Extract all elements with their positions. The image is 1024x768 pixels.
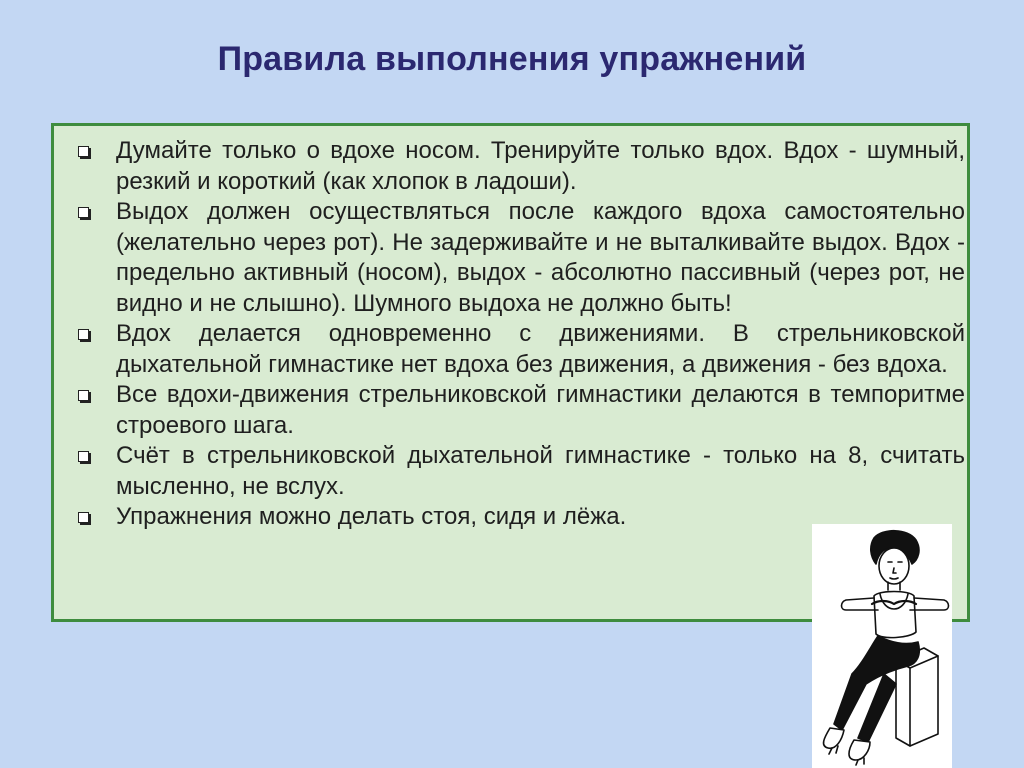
rule-text: Все вдохи-движения стрельниковской гимнастики делаются в темпоритме строевого шага. [116,381,965,439]
rule-text: Упражнения можно делать стоя, сидя и лёжа. [116,503,627,530]
rule-item [78,197,965,319]
exercise-illustration [812,524,952,768]
rule-text: Выдох должен осуществляться после каждого вдоха самостоятельно (желательно через рот). Не задерживайте и не выталкивайте выдох. Вдох - предельно активный (носом), выдох - абсолютно пассивный (через рот, не видно и не слышно). Шумного выдоха не должно быть! [116,198,965,317]
rules-list [78,136,965,533]
square-bullet-icon [78,146,89,157]
rule-item [78,441,965,502]
rule-item [78,380,965,441]
rule-text: Вдох делается одновременно с движениями. В стрельниковской дыхательной гимнастике нет вдоха без движения, а движения - без вдоха. [116,320,965,378]
square-bullet-icon [78,207,89,218]
square-bullet-icon [78,329,89,340]
rule-item [78,136,965,197]
seated-woman-icon [812,524,952,768]
slide-title: Правила выполнения упражнений [217,40,807,78]
rule-item [78,319,965,380]
square-bullet-icon [78,512,89,523]
square-bullet-icon [78,390,89,401]
rule-text: Думайте только о вдохе носом. Тренируйте только вдох. Вдох - шумный, резкий и короткий (как хлопок в ладоши). [116,137,965,195]
square-bullet-icon [78,451,89,462]
rule-text: Счёт в стрельниковской дыхательной гимнастике - только на 8, считать мысленно, не вслух. [116,442,965,500]
